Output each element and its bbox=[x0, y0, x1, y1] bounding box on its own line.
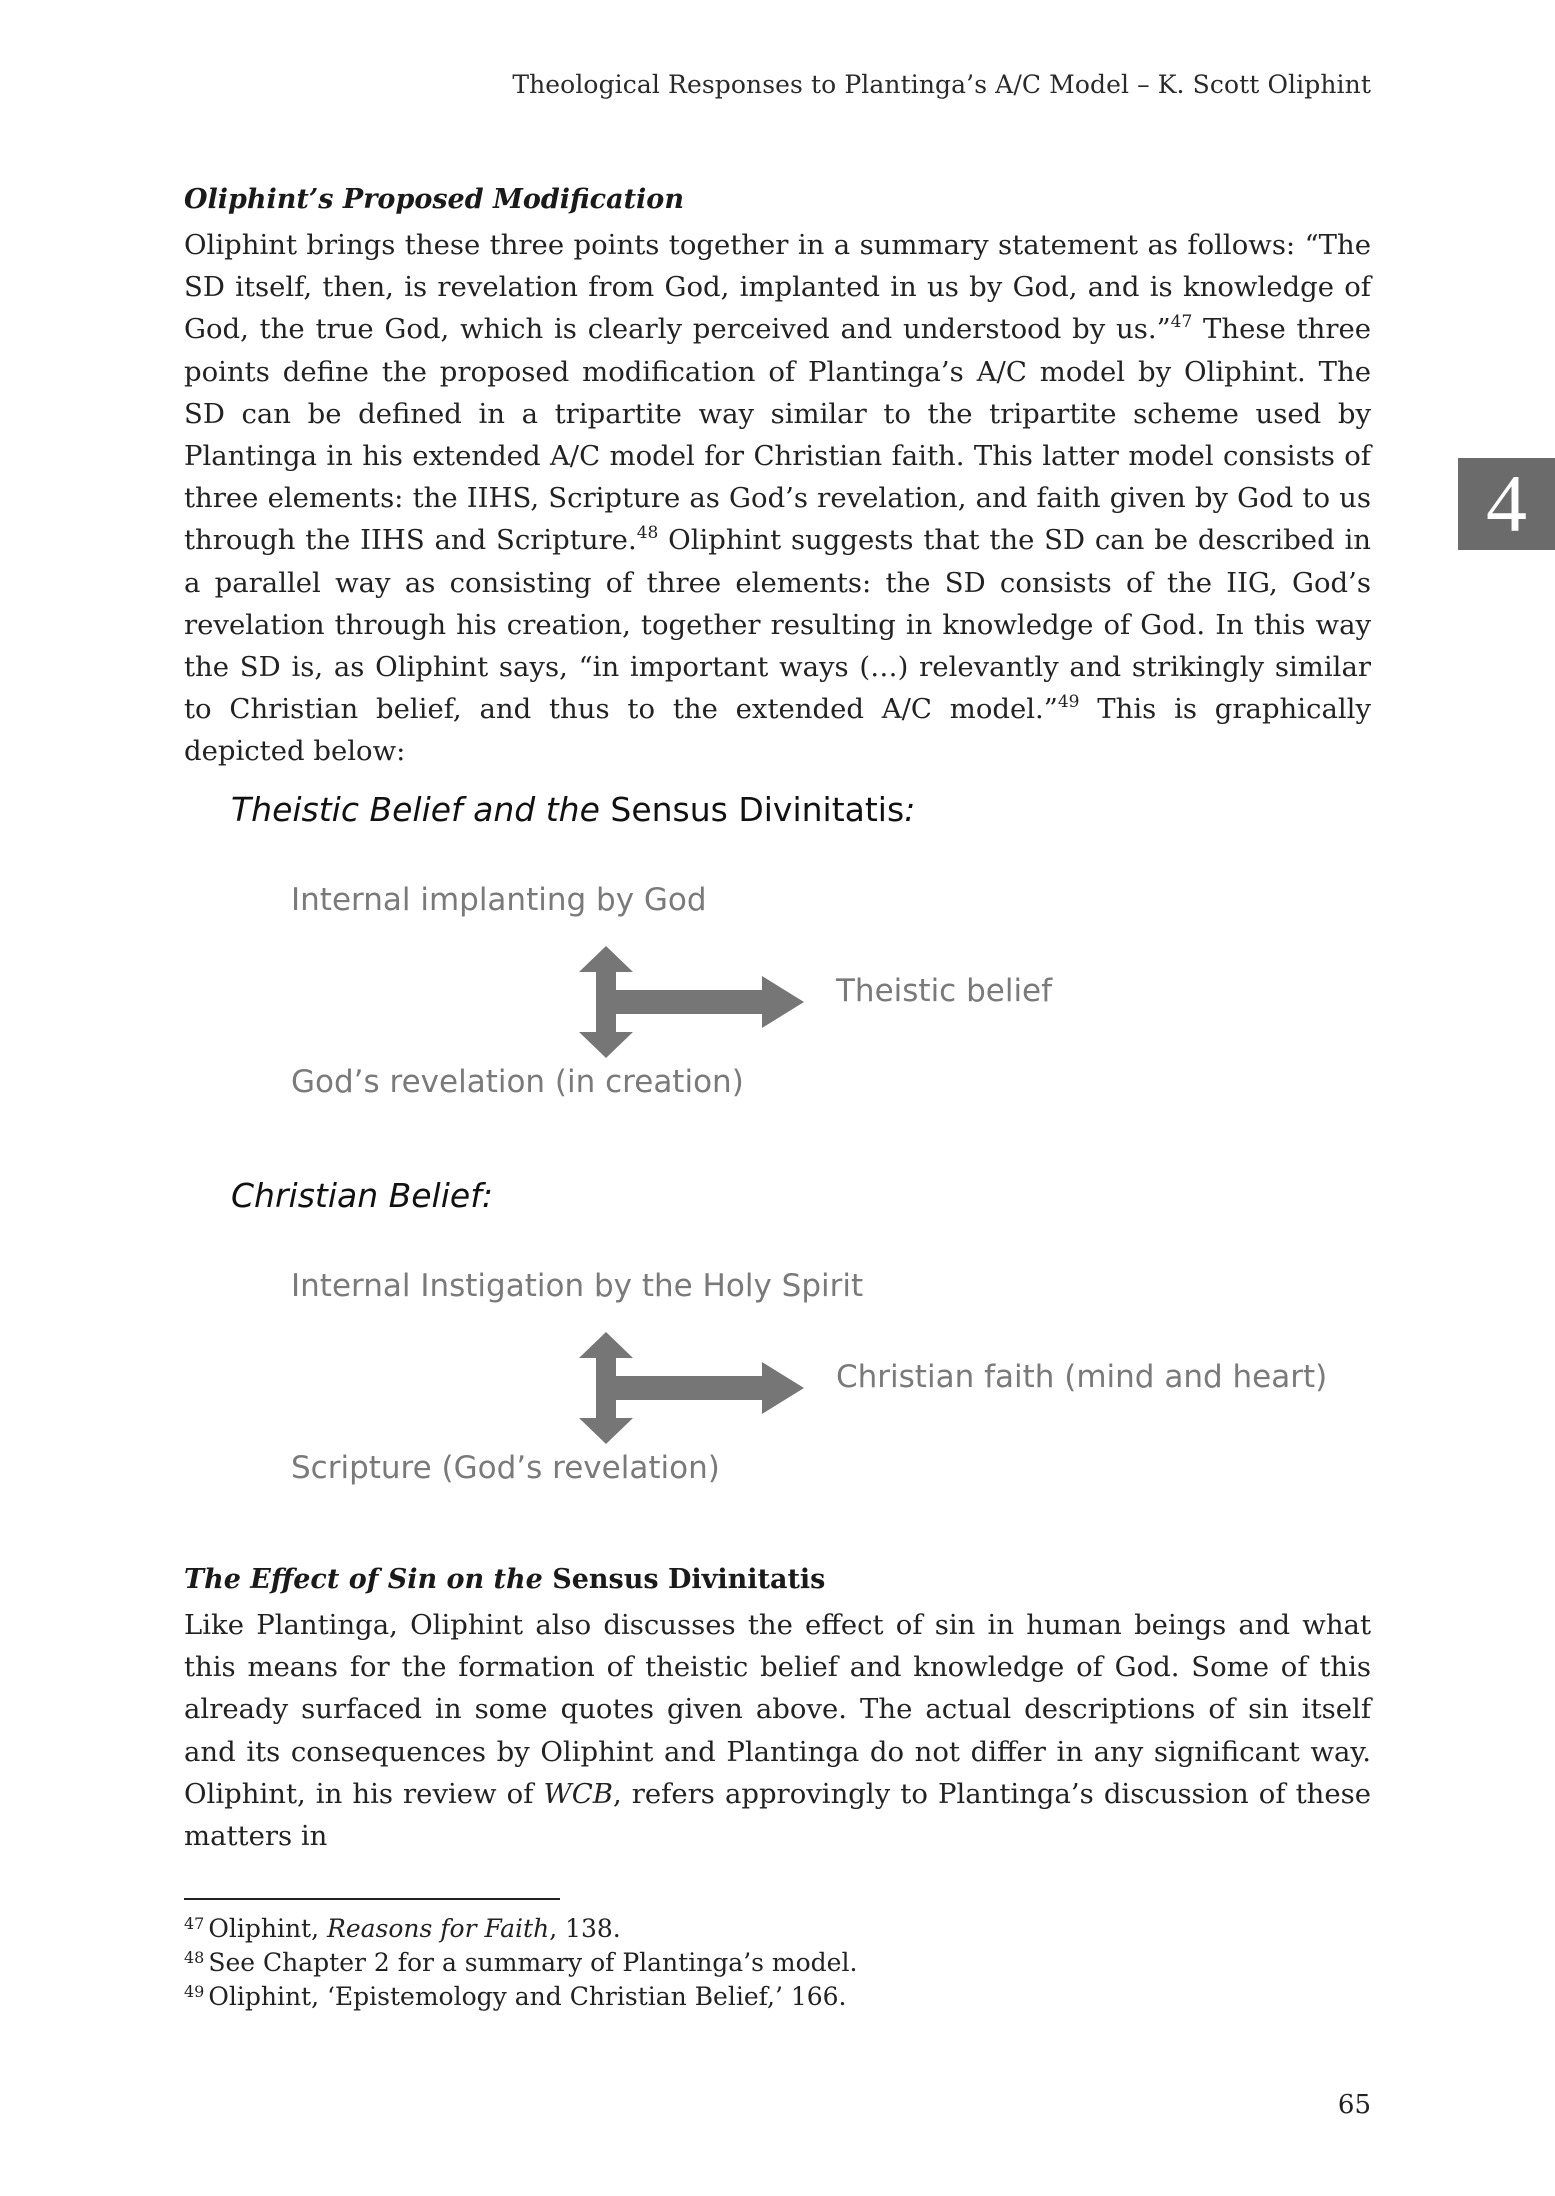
page-number: 65 bbox=[1337, 2090, 1371, 2120]
heading-plain-part: Sensus Divinitatis bbox=[542, 1564, 826, 1595]
diagram-2-result-label: Christian faith (mind and heart) bbox=[836, 1359, 1328, 1395]
paragraph-text: Like Plantinga, Oliphint also discusses the effect of sin in human beings and what this means for the formation of theistic belief and knowledge of God. Some of this already surfaced in some quotes given above. The actual descriptions of sin itself and its consequences by Oliphint and Plantinga do not differ in any significant way. Oliphint, in his review of bbox=[184, 1609, 1371, 1810]
diagram-2-title bbox=[231, 1176, 493, 1215]
paragraph-italic-title: WCB bbox=[543, 1777, 613, 1810]
paragraph-text: Oliphint suggests that the SD can be described in a parallel way as consisting of three elements: the SD consists of the IIG, God’s revelation through his creation, together resulting in knowledge of God. In this way the SD is, as Oliphint says, “in important ways (…) relevantly and strikingly similar to Christian belief, and thus to the extended A/C model.” bbox=[184, 524, 1371, 726]
diagram-1-title bbox=[231, 790, 915, 829]
heading-italic-part: The Effect of Sin on the bbox=[184, 1564, 543, 1595]
footnote-italic: Reasons for Faith bbox=[327, 1914, 550, 1943]
diagram-2-top-label: Internal Instigation by the Holy Spirit bbox=[291, 1268, 864, 1304]
diagram-1-bottom-label: God’s revelation (in creation) bbox=[291, 1064, 744, 1100]
footnote-text: , 138. bbox=[549, 1914, 621, 1943]
diagram-1-title-plain: Sensus Divinitatis bbox=[599, 790, 905, 829]
diagram-2-arrow-icon bbox=[575, 1332, 807, 1444]
footnote-text: See Chapter 2 for a summary of Plantinga’s model. bbox=[208, 1948, 858, 1977]
footnote-number: 47 bbox=[184, 1914, 205, 1933]
diagram-1-title-colon: : bbox=[904, 790, 916, 829]
chapter-tab: 4 bbox=[1458, 458, 1555, 550]
diagram-1-title-italic: Theistic Belief and the bbox=[231, 790, 600, 829]
diagram-2-title-text: Christian Belief: bbox=[231, 1176, 493, 1215]
footnote-ref-49[interactable]: 49 bbox=[1057, 692, 1080, 713]
paragraph-text: These three points define the proposed modification of Plantinga’s A/C model by Oliphint. The SD can be defined in a tripartite way similar to the tripartite scheme used by Plantinga in his extended A/C model for Christian faith. This latter model consists of three elements: the IIHS, Scripture as God’s revelation, and faith given by God to us through the IIHS and Scripture. bbox=[184, 313, 1372, 557]
footnote-49 bbox=[184, 1982, 847, 2011]
footnote-text: Oliphint, ‘Epistemology and Christian Belief,’ 166. bbox=[208, 1982, 847, 2011]
diagram-1-result-label: Theistic belief bbox=[836, 973, 1053, 1009]
footnote-text: Oliphint, bbox=[208, 1914, 327, 1943]
body-paragraph-2 bbox=[184, 1604, 1371, 1857]
footnote-48 bbox=[184, 1948, 857, 1977]
paragraph-text: Oliphint brings these three points together in a summary statement as follows: “The SD itself, then, is revelation from God, implanted in us by God, and is knowledge of God, the true God, which is clearly perceived and understood by us.” bbox=[184, 229, 1371, 346]
footnote-number: 49 bbox=[184, 1982, 205, 2001]
paragraph-text: This is graphically depicted below: bbox=[184, 693, 1371, 768]
section-heading-proposed-modification: Oliphint’s Proposed Modification bbox=[184, 184, 684, 215]
section-heading-effect-of-sin bbox=[184, 1564, 825, 1595]
footnote-divider bbox=[184, 1898, 560, 1900]
diagram-2-bottom-label: Scripture (God’s revelation) bbox=[291, 1450, 720, 1486]
footnote-ref-48[interactable]: 48 bbox=[636, 523, 659, 544]
running-header: Theological Responses to Plantinga’s A/C Model – K. Scott Oliphint bbox=[512, 70, 1371, 99]
paragraph-text: , refers approvingly to Plantinga’s discussion of these matters in bbox=[184, 1777, 1371, 1853]
diagram-1-arrow-icon bbox=[575, 946, 807, 1058]
diagram-1-top-label: Internal implanting by God bbox=[291, 882, 707, 918]
footnote-ref-47[interactable]: 47 bbox=[1170, 312, 1193, 333]
body-paragraph-1 bbox=[184, 224, 1371, 773]
footnote-47 bbox=[184, 1914, 621, 1943]
footnote-number: 48 bbox=[184, 1948, 205, 1967]
